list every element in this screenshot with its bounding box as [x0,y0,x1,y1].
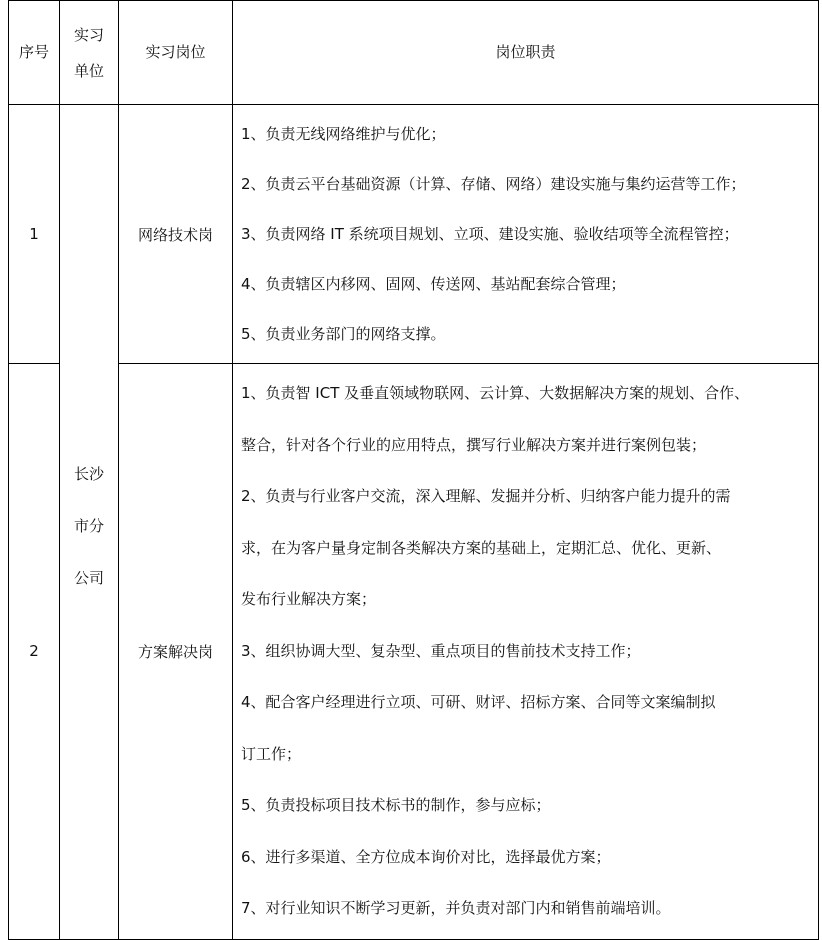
row-duties [233,364,819,940]
duty-line: 求，在为客户量身定制各类解决方案的基础上，定期汇总、优化、更新、 [241,538,722,557]
unit-cell [60,105,119,940]
row-seq: 2 [9,364,60,940]
header-unit-line2: 单位 [73,61,104,80]
row-seq: 1 [9,105,60,364]
row-duties [233,105,819,364]
duty-line: 发布行业解决方案； [241,590,377,608]
duty-line: 1、负责无线网络维护与优化； [241,125,446,143]
header-row [9,1,819,105]
header-position: 实习岗位 [119,1,233,105]
duty-line: 5、负责投标项目技术标书的制作，参与应标； [241,796,551,814]
duty-line: 整合，针对各个行业的应用特点，撰写行业解决方案并进行案例包装； [241,435,707,454]
duty-line: 3、负责网络 IT 系统项目规划、立项、建设实施、验收结项等全流程管控； [241,225,739,243]
duty-line: 1、负责智 ICT 及垂直领域物联网、云计算、大数据解决方案的规划、合作、 [241,384,750,402]
duty-line: 4、配合客户经理进行立项、可研、财评、招标方案、合同等文案编制拟 [241,693,716,711]
duty-line: 6、进行多渠道、全方位成本询价对比，选择最优方案； [241,847,611,866]
duty-line: 7、对行业知识不断学习更新，并负责对部门内和销售前端培训。 [241,899,671,917]
unit-line: 市分 [73,516,104,535]
internship-table [8,0,819,940]
duty-line: 5、负责业务部门的网络支撑。 [241,325,446,343]
header-duty: 岗位职责 [233,1,819,105]
unit-line: 公司 [73,568,104,587]
row-position: 方案解决岗 [119,364,233,940]
duty-line: 3、组织协调大型、复杂型、重点项目的售前技术支持工作； [241,641,641,660]
unit-line: 长沙 [73,464,104,483]
header-unit-line1: 实习 [73,25,104,44]
row-position: 网络技术岗 [119,105,233,364]
table-row [9,105,819,364]
header-seq: 序号 [9,1,60,105]
table-row [9,364,819,940]
duty-line: 2、负责云平台基础资源（计算、存储、网络）建设实施与集约运营等工作； [241,175,746,193]
duty-line: 2、负责与行业客户交流，深入理解、发掘并分析、归纳客户能力提升的需 [241,487,731,505]
duty-line: 订工作； [241,744,302,763]
duty-line: 4、负责辖区内移网、固网、传送网、基站配套综合管理； [241,275,626,293]
header-unit [60,1,119,105]
